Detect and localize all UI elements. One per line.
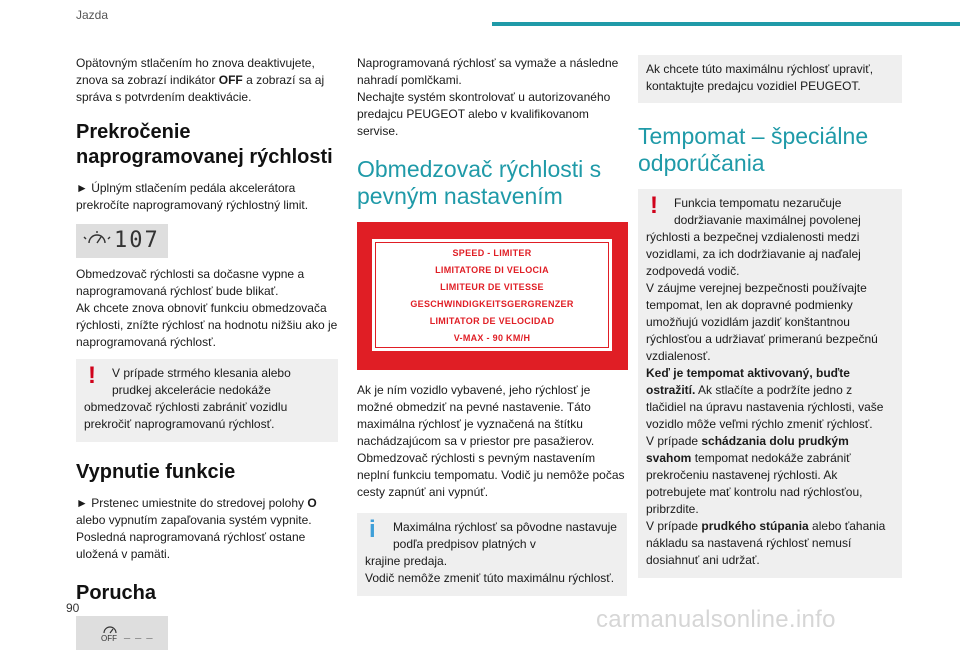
column-3 xyxy=(638,55,902,578)
fault-dashes: _ _ _ xyxy=(124,628,154,640)
warning-box-cruise: ! Funkcia tempomatu nezaručuje dodržiavanie maximálnej povolenej rýchlosti a bezpečnej vzdialenosti medzi vozidlami, za ich dodržiavanie aj naďalej zodpovedá vodič. V záujme verejnej bezpečnosti používajte tempomat, len ak dopravné podmienky umožňujú vozidlám jazdiť konštantnou rýchlosťou a udržiavať primeranú bezpečnú vzdialenosť. Keď je tempomat aktivovaný, buďte ostražití. Ak stlačíte a podržíte jedno z tlačidiel na úpravu nastavenia rýchlosti, vaše vozidlo môže veľmi rýchlo zmeniť rýchlosť. V prípade schádzania dolu prudkým svahom tempomat nedokáže zabrániť prekročeniu nastavenej rýchlosti. Ak potrebujete mať kontrolu nad rýchlosťou, pribrzdite. V prípade prudkého stúpania alebo ťahania nákladu sa nastavená rýchlosť nemusí dosiahnuť ani udržať. xyxy=(638,189,902,578)
heading-switch-off: Vypnutie funkcie xyxy=(76,461,236,483)
page-number: 90 xyxy=(66,601,80,615)
note-box-adjust: Ak chcete túto maximálnu rýchlosť upraviť, kontaktujte predajcu vozidiel PEUGEOT. xyxy=(638,55,902,103)
speed-limiter-label xyxy=(357,222,628,370)
label-line: LIMITEUR DE VITESSE xyxy=(440,282,544,292)
column-1 xyxy=(76,55,338,658)
paragraph-blink-1: Obmedzovač rýchlosti sa dočasne vypne a naprogramovaná rýchlosť bude blikať. xyxy=(76,267,305,298)
paragraph-memory: Posledná naprogramovaná rýchlosť ostane uložená v pamäti. xyxy=(76,530,306,561)
paragraph-switch-off: ► Prstenec umiestnite do stredovej polohy O alebo vypnutím zapaľovania systém vypnite. xyxy=(76,496,317,527)
paragraph-cleared: Naprogramovaná rýchlosť sa vymaže a následne nahradí pomlčkami. xyxy=(357,56,619,87)
warning-box-descent: ! V prípade strmého klesania alebo prudkej akcelerácie nedokáže obmedzovač rýchlosti zabrániť vozidlu prekročiť naprogramovanú rýchlosť. xyxy=(76,359,338,442)
label-line: V-MAX - 90 KM/H xyxy=(453,333,531,343)
paragraph-deactivate: Opätovným stlačením ho znova deaktivujete, znova sa zobrazí indikátor OFF a zobrazí sa aj správa s potvrdením deaktivácie. xyxy=(76,56,325,104)
heading-cruise-recommendations: Tempomat – špeciálne odporúčania xyxy=(638,123,869,176)
speed-display-value: 107 xyxy=(114,228,160,253)
header-accent-bar xyxy=(492,22,960,26)
paragraph-fixed-limiter: Ak je ním vozidlo vybavené, jeho rýchlosť je možné obmedziť na pevné nastavenie. Táto maximálna rýchlosť je vyznačená na štítku nachádzajúcom sa v priestor pre pasažierov. Obmedzovač rýchlosti s pevným nastavením neplní funkciu tempomatu. Vodič ju nemôže počas cesty zapnúť ani vypnúť. xyxy=(357,383,625,499)
label-line: SPEED - LIMITER xyxy=(452,248,532,258)
section-title: Jazda xyxy=(76,8,109,22)
speed-display-image xyxy=(76,224,168,258)
column-2 xyxy=(357,55,627,596)
heading-fault: Porucha xyxy=(76,582,157,604)
warning-icon: ! xyxy=(650,192,658,219)
paragraph-blink-2: Ak chcete znova obnoviť funkciu obmedzovača rýchlosti, znížte rýchlosť na hodnotu nižšiu ako je naprogramovaná rýchlosť. xyxy=(76,301,338,349)
label-line: LIMITATORE DI VELOCIA xyxy=(435,265,549,275)
fault-off-label: OFF xyxy=(101,634,117,643)
warning-icon: ! xyxy=(88,362,96,389)
info-icon: i xyxy=(369,516,376,543)
paragraph-exceed: ► Úplným stlačením pedála akcelerátora prekročíte naprogramovaný rýchlostný limit. xyxy=(76,181,309,212)
heading-exceed-speed: Prekročenie naprogramovanej rýchlosti xyxy=(76,121,333,168)
paragraph-check-system: Nechajte systém skontrolovať u autorizovaného predajcu PEUGEOT alebo v kvalifikovanom servise. xyxy=(357,90,611,138)
label-line: GESCHWINDIGKEITSGERGRENZER xyxy=(410,299,574,309)
speedometer-off-icon xyxy=(76,616,168,650)
heading-fixed-limiter: Obmedzovač rýchlosti s pevným nastavením xyxy=(357,156,602,209)
watermark: carmanualsonline.info xyxy=(596,606,836,633)
info-box-max-speed: i Maximálna rýchlosť sa pôvodne nastavuje podľa predpisov platných v krajine predaja. Vodič nemôže zmeniť túto maximálnu rýchlosť. xyxy=(357,513,627,596)
fault-display-image xyxy=(76,616,168,650)
label-line: LIMITATOR DE VELOCIDAD xyxy=(429,316,555,326)
